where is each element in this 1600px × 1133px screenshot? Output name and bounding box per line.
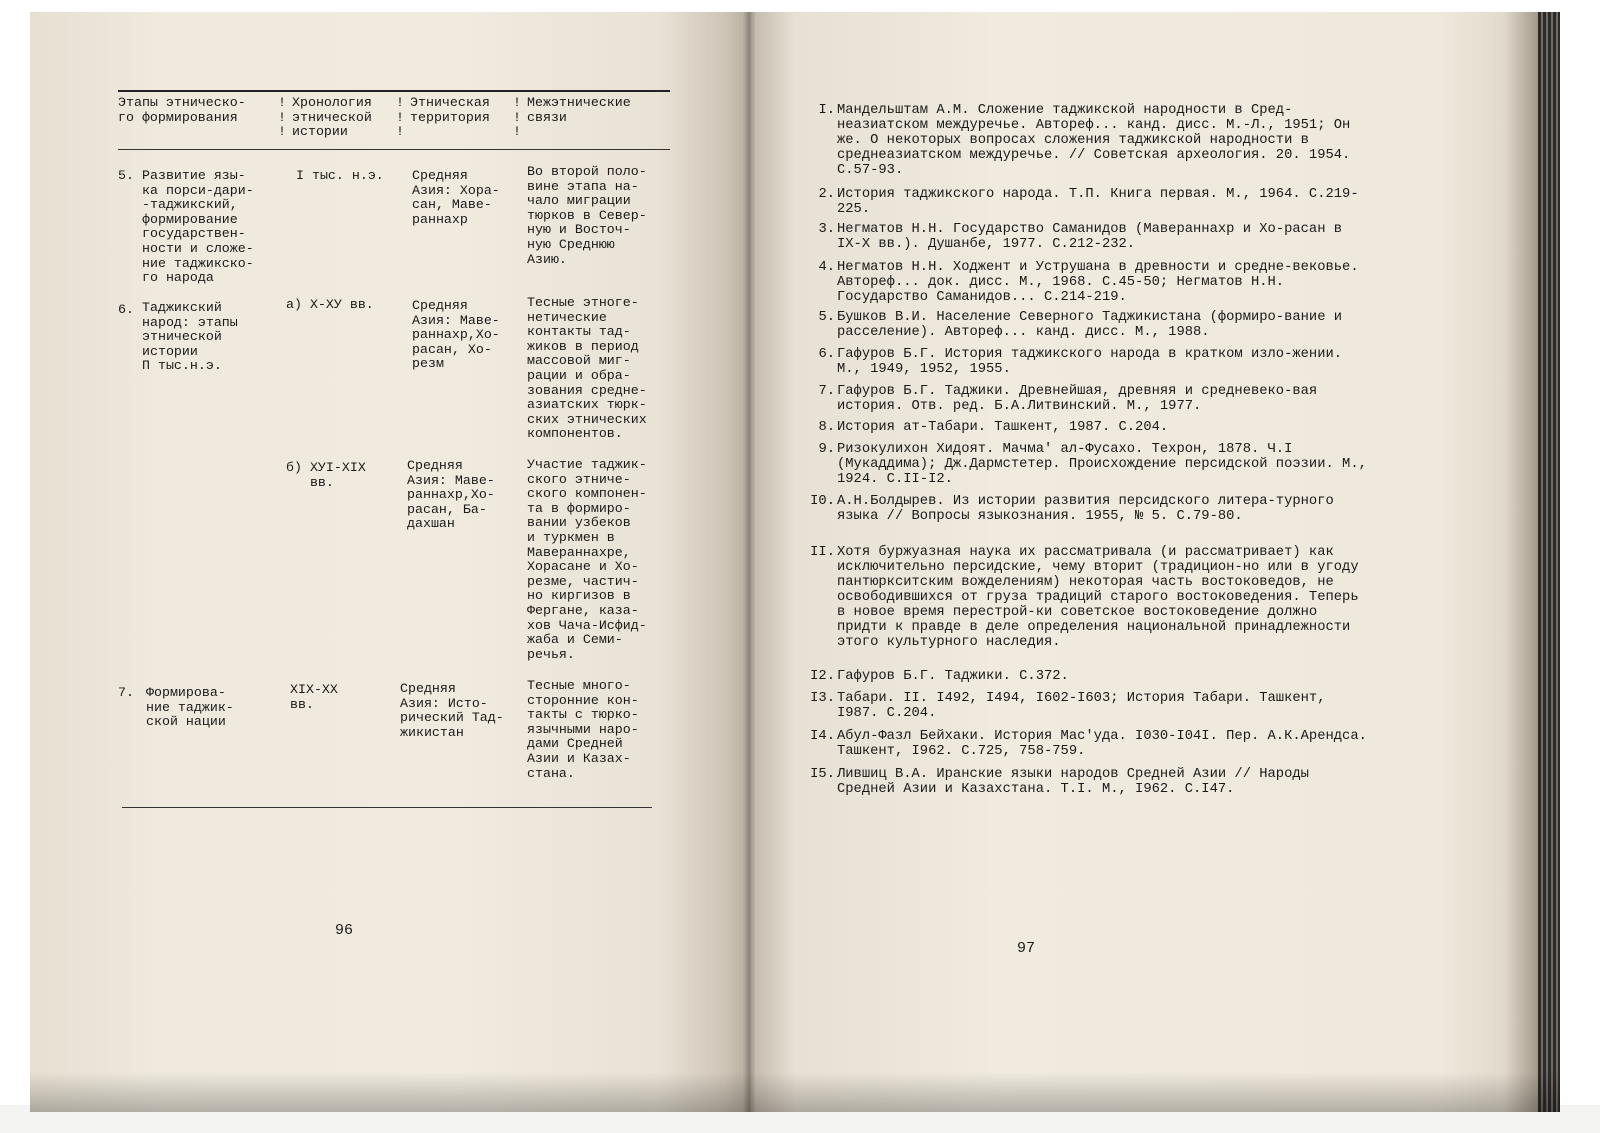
- reference-number: I3.: [810, 691, 835, 706]
- row-stage: Формирова- ние таджик- ской нации: [146, 685, 234, 730]
- reference-number: 7.: [818, 384, 835, 399]
- header-chronology: Хронология этнической истории: [292, 95, 372, 140]
- header-separator: ! ! !: [513, 95, 521, 140]
- row-stage: Таджикский народ: этапы этнической истории П тыс.н.э.: [142, 300, 238, 374]
- reference-number: I4.: [810, 729, 835, 744]
- header-territory: Этническая территория: [410, 95, 490, 125]
- row-relations: Тесные много- сторонние кон- такты с тюрко- язычными наро- дами Средней Азии и Казах- стана.: [527, 678, 639, 781]
- row-territory: Средняя Азия: Маве- раннахр,Хо- расан, Хо- резм: [412, 298, 500, 372]
- table-bottom-rule: [122, 807, 652, 808]
- reference-number: II.: [810, 545, 835, 560]
- reference-number: 6.: [818, 347, 835, 362]
- reference-number: 9.: [818, 442, 835, 457]
- table-top-rule: [118, 90, 670, 92]
- row-number: 7.: [118, 685, 134, 700]
- reference-text: Лившиц В.А. Иранские языки народов Средней Азии // Народы Средней Азии и Казахстана. Т.I. М., I962. С.I47.: [837, 767, 1309, 797]
- page-number: 97: [1017, 940, 1036, 957]
- reference-number: I5.: [810, 767, 835, 782]
- page-edges: [1538, 12, 1560, 1112]
- reference-text: Бушков В.И. Население Северного Таджикистана (формиро-вание и расселение). Автореф... канд. дисс. М., 1988.: [837, 310, 1343, 340]
- header-stages: Этапы этническо- го формирования: [118, 95, 246, 125]
- page-number: 96: [335, 922, 354, 939]
- row-territory: Средняя Азия: Хора- сан, Маве- раннахр: [412, 168, 500, 227]
- reference-number: 5.: [818, 310, 835, 325]
- reference-text: Хотя буржуазная наука их рассматривала (и рассматривает) как исключительно персидские, чему вторит (традицион-но или в угоду пантюркситским вожделениям) некоторая часть востоковедов, не освободившихся от груза традиций старого востоковедения. Теперь в новое время перестрой-ки советское востоковедение должно придти к правде в деле определения национальной принадлежности этого культурного наследия.: [837, 545, 1359, 650]
- left-page: [30, 12, 745, 1112]
- reference-text: Гафуров Б.Г. Таджики. С.372.: [837, 669, 1069, 684]
- row-relations: Участие таджик- ского этниче- ского компонен- та в формиро- вании узбеков и туркмен в Мавераннахре, Хорасане и Хо- резме, частич- но киргизов в Фергане, каза- хов Чача-Исфид- жаба и Семи- речья.: [527, 457, 647, 662]
- reference-text: Абул-Фазл Бейхаки. История Мас'уда. I030-I04I. Пер. А.К.Арендса. Ташкент, I962. С.725, 758-759.: [837, 729, 1367, 759]
- reference-text: История ат-Табари. Ташкент, 1987. С.204.: [837, 420, 1169, 435]
- reference-text: А.Н.Болдырев. Из истории развития персидского литера-турного языка // Вопросы языкознания. 1955, № 5. С.79-80.: [837, 494, 1334, 524]
- reference-text: Негматов Н.Н. Государство Саманидов (Мавераннахр и Хо-расан в IX-X вв.). Душанбе, 1977. С.212-232.: [837, 222, 1343, 252]
- row-chronology: XIX-XX вв.: [290, 682, 338, 712]
- reference-number: I2.: [810, 669, 835, 684]
- row-stage: Развитие язы- ка порси-дари- -таджикский, формирование государствен- ности и сложе- ние таджикско- го народа: [142, 168, 254, 286]
- row-relations: Во второй поло- вине этапа на- чало миграции тюрков в Север- ную и Восточ- ную Среднюю Азию.: [527, 164, 647, 267]
- row-chronology: а) X-ХУ вв.: [286, 297, 374, 312]
- reference-text: Ризокулихон Хидоят. Мачма' ал-Фусахо. Техрон, 1878. Ч.I (Мукаддима); Дж.Дармстетер. Происхождение персидской поэзии. М., 1924. С.II-I2.: [837, 442, 1367, 487]
- reference-text: Гафуров Б.Г. История таджикского народа в кратком изло-жении. М., 1949, 1952, 1955.: [837, 347, 1343, 377]
- reference-number: 8.: [818, 420, 835, 435]
- reference-number: 3.: [818, 222, 835, 237]
- row-number: 5.: [118, 168, 134, 183]
- page-shadow: [30, 1072, 1560, 1112]
- header-bottom-rule: [118, 149, 670, 150]
- row-relations: Тесные этноге- нетические контакты тад- жиков в период массовой миг- рации и обра- зования средне- азиатских тюрк- ских этнических компонентов.: [527, 295, 647, 442]
- right-page: [755, 12, 1560, 1112]
- row-number: 6.: [118, 302, 134, 317]
- reference-number: I0.: [810, 494, 835, 509]
- reference-number: I.: [818, 103, 835, 118]
- open-book: [30, 12, 1560, 1112]
- reference-text: Гафуров Б.Г. Таджики. Древнейшая, древняя и средневеко-вая история. Отв. ред. Б.А.Литвинский. М., 1977.: [837, 384, 1318, 414]
- reference-text: Мандельштам А.М. Сложение таджикской народности в Сред-неазиатском междуречье. Автореф... канд. дисс. М.-Л., 1951; Он же. О некоторых вопросах сложения таджикской народности в среднеазиатском междуречье. // Советская археология. 20. 1954. С.57-93.: [837, 103, 1351, 178]
- row-territory: Средняя Азия: Маве- раннахр,Хо- расан, Ба- дахшан: [407, 458, 495, 532]
- row-territory: Средняя Азия: Исто- рический Тад- жикистан: [400, 681, 504, 740]
- reference-text: Негматов Н.Н. Ходжент и Уструшана в древности и средне-вековье. Автореф... док. дисс. М., 1968. С.45-50; Негматов Н.Н. Государство Саманидов... С.214-219.: [837, 260, 1359, 305]
- reference-text: История таджикского народа. Т.П. Книга первая. М., 1964. С.219-225.: [837, 187, 1359, 217]
- row-chronology: б) ХУI-XIX вв.: [286, 460, 366, 490]
- header-separator: ! ! !: [396, 95, 404, 140]
- reference-number: 4.: [818, 260, 835, 275]
- header-separator: ! ! !: [278, 95, 286, 140]
- row-chronology: I тыс. н.э.: [296, 168, 384, 183]
- reference-number: 2.: [818, 187, 835, 202]
- header-relations: Межэтнические связи: [527, 95, 631, 125]
- reference-text: Табари. II. I492, I494, I602-I603; История Табари. Ташкент, I987. С.204.: [837, 691, 1326, 721]
